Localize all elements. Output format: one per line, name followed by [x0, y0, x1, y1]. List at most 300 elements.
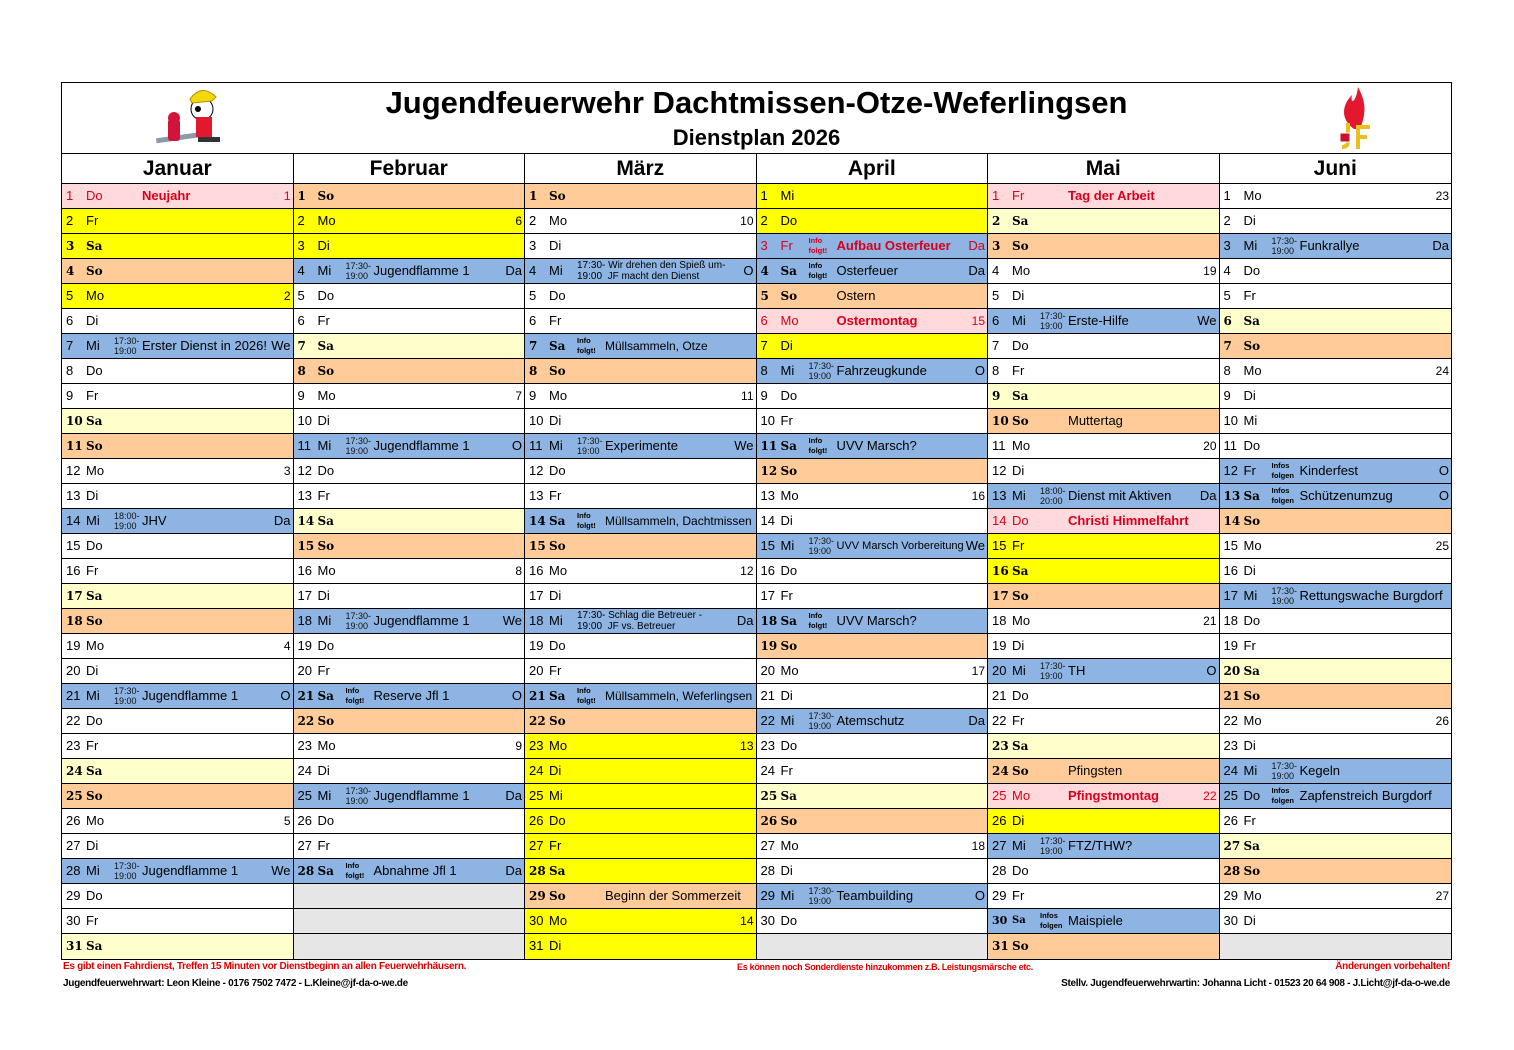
weekday: Do: [317, 463, 335, 478]
event-day-row[interactable]: [1220, 584, 1452, 609]
weekday: Sa: [1243, 314, 1260, 328]
day-number: 16: [1223, 563, 1238, 578]
event-day-row[interactable]: [1220, 459, 1452, 484]
weekday: Do: [86, 713, 103, 728]
day-row: [294, 734, 525, 759]
day-number: 20: [992, 663, 1007, 678]
calendar-week: 6: [515, 214, 522, 228]
weekday: Fr: [1012, 713, 1025, 728]
weekday: So: [780, 464, 798, 478]
day-row: [1220, 734, 1452, 759]
day-row: [1220, 909, 1452, 934]
day-row: [525, 734, 756, 759]
weekday: Di: [86, 488, 99, 503]
event-location: We: [271, 863, 291, 878]
day-number: 12: [529, 463, 544, 478]
event-title: Jugendflamme 1: [373, 263, 470, 278]
weekday: So: [1012, 414, 1029, 428]
event-day-row[interactable]: [988, 909, 1219, 934]
day-number: 9: [297, 388, 305, 403]
event-day-row[interactable]: [294, 684, 525, 709]
weekday: Sa: [1243, 839, 1260, 853]
day-number: 1: [297, 189, 306, 203]
event-day-row[interactable]: [525, 509, 756, 534]
day-number: 12: [760, 464, 778, 478]
day-row: [62, 734, 293, 759]
event-day-row[interactable]: [294, 609, 525, 634]
event-day-row[interactable]: [988, 834, 1219, 859]
day-row: [988, 809, 1219, 834]
weekday: So: [1012, 589, 1029, 603]
event-time: 17:30- 19:00: [808, 361, 835, 381]
calendar-week: 25: [1435, 539, 1449, 553]
weekday: Mo: [86, 288, 105, 303]
info-follows-tag: Info folgt!: [345, 686, 365, 705]
day-number: 5: [760, 289, 769, 303]
event-title: Pfingstmontag: [1068, 788, 1159, 803]
weekday: Sa: [780, 264, 797, 278]
event-time: 17:30- 19:00: [345, 786, 372, 806]
day-row: [525, 559, 756, 584]
event-day-row[interactable]: [757, 434, 988, 459]
day-number: 11: [992, 438, 1006, 453]
day-number: 21: [297, 689, 315, 703]
day-number: 24: [529, 763, 544, 778]
day-number: 27: [66, 838, 81, 853]
weekday: Do: [86, 363, 103, 378]
day-row: [757, 834, 988, 859]
weekday: Sa: [1012, 564, 1029, 578]
day-number: 16: [529, 563, 544, 578]
event-title: Schützenumzug: [1299, 488, 1393, 503]
day-number: 6: [297, 313, 305, 328]
day-number: 8: [297, 364, 306, 378]
event-day-row[interactable]: [1220, 484, 1452, 509]
weekday: Do: [1012, 338, 1029, 353]
calendar-week: 24: [1435, 364, 1449, 378]
day-row: [988, 884, 1219, 909]
day-number: 5: [529, 288, 537, 303]
day-row: [525, 884, 756, 909]
weekday: Mo: [1012, 613, 1031, 628]
info-follows-tag: Info folgt!: [808, 261, 828, 280]
day-row: [757, 784, 988, 809]
weekday: Mo: [549, 388, 568, 403]
day-number: 30: [529, 913, 544, 928]
weekday: So: [86, 439, 103, 453]
weekday: So: [1243, 689, 1261, 703]
day-row: [988, 334, 1219, 359]
event-day-row[interactable]: [757, 359, 988, 384]
day-number: 31: [66, 939, 83, 953]
day-number: 3: [1223, 238, 1231, 253]
event-day-row[interactable]: [294, 784, 525, 809]
day-number: 9: [1223, 388, 1231, 403]
event-day-row[interactable]: [757, 609, 988, 634]
weekday: Sa: [549, 514, 566, 528]
day-number: 26: [1223, 813, 1238, 828]
event-title: Fahrzeugkunde: [836, 363, 927, 378]
day-number: 10: [297, 413, 312, 428]
event-time: 17:30- 19:00: [577, 436, 603, 456]
jugendfeuerwehr-logo: [1334, 85, 1378, 156]
day-row: [62, 434, 293, 459]
day-row: [1220, 184, 1452, 209]
event-title: Neujahr: [142, 188, 191, 203]
event-title: Zapfenstreich Burgdorf: [1299, 788, 1432, 803]
day-number: 20: [1223, 664, 1241, 678]
day-row: [62, 234, 293, 259]
month-header: April: [757, 154, 988, 184]
day-number: 5: [992, 288, 1000, 303]
day-row: [1220, 634, 1452, 659]
day-row: [1220, 534, 1452, 559]
footer-extra-duties-note: Es können noch Sonderdienste hinzukommen z.B. Leistungsmärsche etc.: [737, 962, 1033, 972]
calendar-week: 13: [740, 739, 754, 753]
weekday: Mo: [86, 638, 105, 653]
day-number: 22: [992, 713, 1007, 728]
day-number: 5: [297, 288, 305, 303]
event-day-row[interactable]: [1220, 784, 1452, 809]
weekday: Mi: [317, 263, 332, 278]
day-row: [988, 509, 1219, 534]
weekday: Mi: [1243, 413, 1258, 428]
day-number: 21: [529, 689, 546, 703]
day-number: 23: [66, 738, 81, 753]
event-day-row[interactable]: [757, 534, 988, 559]
day-row: [1220, 659, 1452, 684]
day-number: 28: [297, 864, 315, 878]
day-number: 25: [297, 788, 312, 803]
day-number: 19: [66, 638, 81, 653]
weekday: Di: [86, 313, 99, 328]
event-day-row[interactable]: [62, 334, 293, 359]
day-number: 25: [1223, 788, 1238, 803]
day-row: [1220, 334, 1452, 359]
event-day-row[interactable]: [525, 259, 756, 284]
day-row: [988, 634, 1219, 659]
event-day-row[interactable]: [757, 234, 988, 259]
event-day-row[interactable]: [525, 434, 756, 459]
footer-transport-note: Es gibt einen Fahrdienst, Treffen 15 Minuten vor Dienstbeginn an allen Feuerwehrhäusern.: [63, 961, 467, 972]
weekday: Mi: [1243, 763, 1258, 778]
day-number: 23: [1223, 738, 1238, 753]
day-row: [62, 259, 293, 284]
weekday: Do: [780, 388, 798, 403]
weekday: Sa: [1012, 739, 1029, 753]
weekday: So: [1243, 864, 1261, 878]
day-row: [294, 359, 525, 384]
day-number: 25: [66, 789, 83, 803]
day-number: 13: [297, 488, 312, 503]
month-column-april: [757, 154, 989, 959]
event-day-row[interactable]: [294, 434, 525, 459]
day-number: 2: [1223, 213, 1231, 228]
event-time: 18:00- 20:00: [1040, 486, 1066, 506]
day-row: [525, 284, 756, 309]
day-number: 19: [529, 638, 544, 653]
page-title: Jugendfeuerwehr Dachtmissen-Otze-Weferlingsen: [385, 85, 1128, 120]
day-number: 3: [529, 238, 537, 253]
event-day-row[interactable]: [757, 259, 988, 284]
day-number: 19: [992, 638, 1007, 653]
day-number: 19: [760, 639, 778, 653]
day-number: 2: [297, 213, 305, 228]
event-location: Da: [968, 713, 985, 728]
event-title: Kinderfest: [1299, 463, 1359, 478]
event-day-row[interactable]: [988, 659, 1219, 684]
day-number: 18: [529, 613, 544, 628]
day-row: [525, 309, 756, 334]
day-number: 13: [1223, 489, 1241, 503]
weekday: So: [549, 189, 566, 203]
weekday: So: [549, 714, 566, 728]
weekday: Di: [1012, 288, 1025, 303]
event-time: 17:30- 19:00: [1271, 236, 1298, 256]
weekday: Di: [549, 238, 562, 253]
weekday: Mo: [1012, 788, 1031, 803]
weekday: Mi: [1243, 238, 1258, 253]
weekday: Fr: [86, 388, 99, 403]
weekday: Di: [780, 338, 793, 353]
weekday: Mi: [1012, 313, 1026, 328]
event-location: We: [965, 538, 985, 553]
weekday: Fr: [1012, 188, 1025, 203]
day-number: 8: [66, 363, 74, 378]
day-row: [988, 609, 1219, 634]
day-row: [988, 434, 1219, 459]
info-follows-tag: Info folgt!: [808, 436, 828, 455]
day-row: [1220, 359, 1452, 384]
weekday: Mo: [317, 213, 336, 228]
weekday: Do: [1243, 438, 1261, 453]
day-row: [988, 734, 1219, 759]
event-time: 17:30- 19:00: [1271, 586, 1298, 606]
day-number: 29: [992, 888, 1007, 903]
day-number: 21: [992, 688, 1007, 703]
day-row: [1220, 309, 1452, 334]
day-number: 31: [529, 938, 544, 953]
day-number: 27: [992, 838, 1007, 853]
day-row: [525, 759, 756, 784]
day-number: 26: [66, 813, 81, 828]
event-location: Da: [273, 513, 291, 528]
weekday: Mi: [780, 538, 795, 553]
day-row: [525, 659, 756, 684]
day-row: [62, 384, 293, 409]
day-number: 1: [529, 189, 538, 203]
weekday: Di: [549, 588, 562, 603]
event-day-row[interactable]: [294, 259, 525, 284]
day-row: [62, 209, 293, 234]
event-title: Funkrallye: [1299, 238, 1360, 253]
event-location: Da: [505, 263, 522, 278]
roster-header: [62, 83, 1451, 154]
event-title: Christi Himmelfahrt: [1068, 513, 1189, 528]
day-number: 6: [529, 313, 537, 328]
weekday: Mi: [1012, 663, 1026, 678]
weekday: Sa: [86, 589, 103, 603]
event-day-row[interactable]: [757, 709, 988, 734]
day-row: [294, 759, 525, 784]
day-number: 13: [992, 488, 1007, 503]
weekday: Mi: [780, 888, 795, 903]
event-location: O: [511, 688, 522, 703]
calendar-week: 27: [1435, 889, 1449, 903]
day-row: [988, 384, 1219, 409]
event-day-row[interactable]: [757, 884, 988, 909]
event-title: Abnahme Jfl 1: [373, 863, 457, 878]
day-number: 26: [992, 813, 1007, 828]
event-location: O: [974, 363, 985, 378]
weekday: Do: [549, 638, 566, 653]
event-day-row[interactable]: [988, 484, 1219, 509]
info-follows-tag: Info folgt!: [577, 511, 596, 530]
calendar-week: 22: [1203, 789, 1217, 803]
day-row: [62, 559, 293, 584]
month-column-juni: [1220, 154, 1452, 959]
day-number: 27: [529, 838, 544, 853]
day-row: [62, 784, 293, 809]
weekday: Fr: [780, 763, 793, 778]
day-number: 15: [529, 539, 546, 553]
weekday: Di: [1243, 913, 1256, 928]
day-number: 20: [760, 663, 775, 678]
event-location: Da: [1199, 488, 1217, 503]
event-time: 17:30- 19:00: [1271, 761, 1298, 781]
month-column-januar: [62, 154, 294, 959]
day-row: [1220, 859, 1452, 884]
day-row: [525, 209, 756, 234]
weekday: Di: [1243, 563, 1256, 578]
event-title: JHV: [142, 513, 167, 528]
weekday: Di: [317, 413, 330, 428]
weekday: Mi: [780, 713, 795, 728]
event-title: Beginn der Sommerzeit: [605, 888, 741, 903]
event-title: Ostern: [836, 288, 876, 303]
event-location: We: [502, 613, 522, 628]
weekday: So: [549, 889, 566, 903]
weekday: Mi: [317, 613, 332, 628]
weekday: Di: [549, 763, 562, 778]
event-day-row[interactable]: [62, 859, 293, 884]
day-row: [1220, 259, 1452, 284]
weekday: So: [317, 364, 335, 378]
event-day-row[interactable]: [62, 509, 293, 534]
day-number: 27: [760, 838, 775, 853]
day-row: [988, 584, 1219, 609]
event-location: Da: [505, 788, 522, 803]
day-row: [1220, 384, 1452, 409]
weekday: Do: [780, 213, 798, 228]
day-row: [62, 909, 293, 934]
day-number: 14: [529, 514, 546, 528]
event-title: Jugendflamme 1: [142, 688, 239, 703]
day-row: [525, 234, 756, 259]
weekday: Fr: [549, 488, 562, 503]
day-number: 8: [992, 363, 1000, 378]
day-row: [294, 534, 525, 559]
event-location: O: [1438, 463, 1449, 478]
weekday: Mi: [86, 338, 100, 353]
weekday: Fr: [1243, 638, 1256, 653]
weekday: Mi: [549, 788, 563, 803]
day-number: 24: [760, 763, 775, 778]
day-row: [62, 309, 293, 334]
weekday: Mo: [1012, 438, 1031, 453]
info-follows-tag: Info folgt!: [577, 336, 596, 355]
event-day-row[interactable]: [525, 609, 756, 634]
day-number: 6: [1223, 314, 1232, 328]
day-number: 24: [66, 764, 83, 778]
event-time: 17:30- 19:00: [1040, 661, 1066, 681]
day-row: [525, 909, 756, 934]
event-location: Da: [968, 263, 985, 278]
event-title: Müllsammeln, Dachtmissen: [605, 514, 752, 528]
day-row: [757, 759, 988, 784]
weekday: Fr: [549, 313, 562, 328]
event-time: 17:30- 19:00: [1040, 836, 1066, 856]
page-subtitle: Dienstplan 2026: [672, 125, 841, 150]
day-row: [294, 209, 525, 234]
day-number: 24: [992, 764, 1009, 778]
event-time: 17:30- 19:00: [808, 536, 835, 556]
info-follows-tag: Infos folgen: [1040, 911, 1063, 930]
day-number: 26: [529, 813, 544, 828]
day-number: 4: [992, 263, 1000, 278]
day-number: 9: [992, 389, 1001, 403]
event-day-row[interactable]: [1220, 234, 1452, 259]
empty-cell: [294, 934, 525, 959]
day-number: 28: [66, 863, 81, 878]
event-day-row[interactable]: [988, 309, 1219, 334]
day-row: [294, 834, 525, 859]
weekday: Di: [1012, 638, 1025, 653]
day-number: 1: [66, 188, 74, 203]
event-day-row[interactable]: [294, 859, 525, 884]
day-number: 22: [529, 714, 546, 728]
calendar-week: 21: [1203, 614, 1217, 628]
day-row: [62, 459, 293, 484]
event-day-row[interactable]: [525, 334, 756, 359]
day-number: 20: [66, 663, 81, 678]
day-number: 14: [297, 514, 315, 528]
day-number: 22: [760, 713, 775, 728]
day-number: 28: [760, 863, 775, 878]
event-title: Erster Dienst in 2026!: [142, 338, 268, 353]
day-row: [988, 284, 1219, 309]
calendar-week: 11: [741, 389, 754, 403]
event-day-row[interactable]: [62, 684, 293, 709]
event-title: Kegeln: [1299, 763, 1340, 778]
day-row: [757, 659, 988, 684]
day-number: 14: [992, 513, 1007, 528]
event-day-row[interactable]: [1220, 759, 1452, 784]
day-row: [62, 934, 293, 959]
calendar-week: 2: [283, 289, 291, 303]
weekday: So: [780, 639, 798, 653]
weekday: Mi: [549, 613, 563, 628]
day-number: 11: [529, 438, 543, 453]
event-day-row[interactable]: [525, 684, 756, 709]
day-row: [525, 359, 756, 384]
weekday: Di: [86, 663, 99, 678]
event-title: Jugendflamme 1: [373, 438, 470, 453]
weekday: Di: [317, 763, 330, 778]
day-row: [757, 909, 988, 934]
day-row: [757, 334, 988, 359]
day-number: 15: [66, 538, 81, 553]
